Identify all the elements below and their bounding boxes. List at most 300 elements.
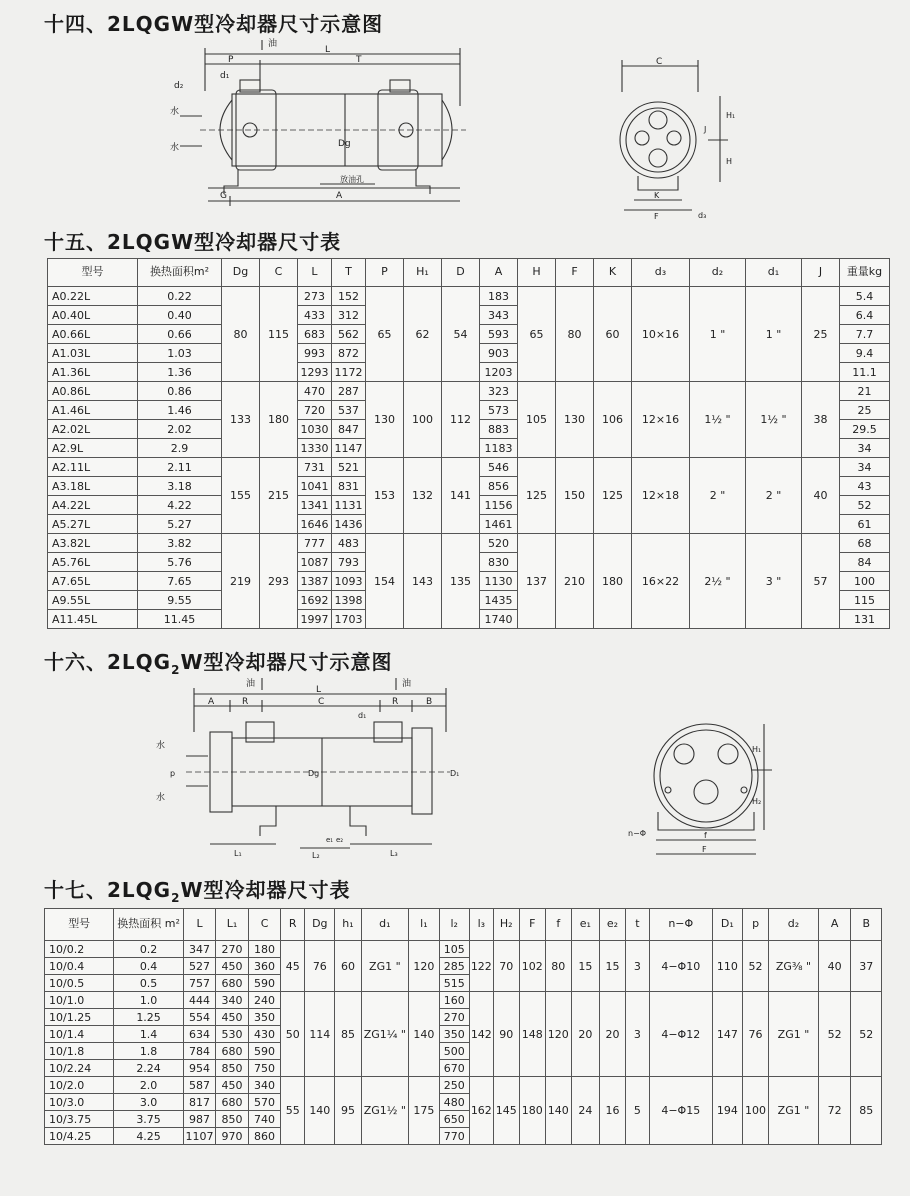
area-cell: 1.25 xyxy=(114,1009,183,1026)
B-cell: 37 xyxy=(851,941,882,992)
header-cell: n−Φ xyxy=(649,909,712,941)
area-cell: 1.36 xyxy=(138,363,222,382)
nphi-cell: 4−Φ15 xyxy=(649,1077,712,1145)
T-cell: 793 xyxy=(332,553,366,572)
A-cell: 1435 xyxy=(480,591,518,610)
K-label: K xyxy=(654,191,660,200)
header-cell: J xyxy=(802,259,840,287)
d1-cell: ZG1 " xyxy=(361,941,409,992)
L-cell: 1330 xyxy=(298,439,332,458)
H-cell: 137 xyxy=(518,534,556,629)
d3-cell: 12×16 xyxy=(632,382,690,458)
d3-cell: 10×16 xyxy=(632,287,690,382)
d1-cell: ZG1¼ " xyxy=(361,992,409,1077)
weight-cell: 68 xyxy=(840,534,890,553)
L-cell: 1293 xyxy=(298,363,332,382)
d3-label: d₃ xyxy=(698,211,707,220)
G-label: G xyxy=(220,191,227,201)
area-cell: 0.40 xyxy=(138,306,222,325)
h1-cell: 85 xyxy=(335,992,361,1077)
l2-cell: 105 xyxy=(439,941,469,958)
T-cell: 847 xyxy=(332,420,366,439)
d1-oil-label: 油 xyxy=(268,39,278,49)
L1-cell: 270 xyxy=(216,941,249,958)
H2-cell: 90 xyxy=(493,992,519,1077)
l1-cell: 175 xyxy=(409,1077,439,1145)
weight-cell: 11.1 xyxy=(840,363,890,382)
P-label: P xyxy=(228,55,234,65)
K-cell: 180 xyxy=(594,534,632,629)
d3-cell: 16×22 xyxy=(632,534,690,629)
model-cell: 10/4.25 xyxy=(45,1128,114,1145)
header-cell: p xyxy=(743,909,769,941)
area-cell: 2.11 xyxy=(138,458,222,477)
water-in-label: 水 xyxy=(170,107,180,117)
model-cell: A0.40L xyxy=(48,306,138,325)
header-cell: t xyxy=(625,909,649,941)
H-cell: 105 xyxy=(518,382,556,458)
model-cell: A1.36L xyxy=(48,363,138,382)
l1-cell: 140 xyxy=(409,992,439,1077)
model-cell: 10/3.75 xyxy=(45,1111,114,1128)
L-cell: 784 xyxy=(183,1043,216,1060)
d2-water-out-label: 水 xyxy=(156,793,166,803)
model-cell: A1.03L xyxy=(48,344,138,363)
header-cell: F xyxy=(519,909,545,941)
f-cell: 120 xyxy=(545,992,571,1077)
header-cell: A xyxy=(818,909,851,941)
d1-label: d₁ xyxy=(220,71,230,81)
B-cell: 85 xyxy=(851,1077,882,1145)
weight-cell: 131 xyxy=(840,610,890,629)
D1-cell: 194 xyxy=(712,1077,742,1145)
header-cell: H₂ xyxy=(493,909,519,941)
table-row xyxy=(48,287,890,306)
T-cell: 1398 xyxy=(332,591,366,610)
area-cell: 0.2 xyxy=(114,941,183,958)
area-cell: 4.22 xyxy=(138,496,222,515)
weight-cell: 115 xyxy=(840,591,890,610)
C-cell: 590 xyxy=(248,975,281,992)
L1-cell: 680 xyxy=(216,975,249,992)
weight-cell: 21 xyxy=(840,382,890,401)
T-cell: 1147 xyxy=(332,439,366,458)
D1-cell: 110 xyxy=(712,941,742,992)
A-cell: 183 xyxy=(480,287,518,306)
A-cell: 323 xyxy=(480,382,518,401)
header-cell: d₁ xyxy=(361,909,409,941)
H1-cell: 62 xyxy=(404,287,442,382)
D-cell: 135 xyxy=(442,534,480,629)
F-cell: 130 xyxy=(556,382,594,458)
f-cell: 80 xyxy=(545,941,571,992)
area-cell: 1.4 xyxy=(114,1026,183,1043)
weight-cell: 100 xyxy=(840,572,890,591)
B-cell: 52 xyxy=(851,992,882,1077)
R-cell: 50 xyxy=(281,992,305,1077)
A-cell: 883 xyxy=(480,420,518,439)
model-cell: 10/0.4 xyxy=(45,958,114,975)
p-cell: 52 xyxy=(743,941,769,992)
header-cell: D xyxy=(442,259,480,287)
H-cell: 65 xyxy=(518,287,556,382)
L-cell: 954 xyxy=(183,1060,216,1077)
weight-cell: 6.4 xyxy=(840,306,890,325)
spec-table-2lqgw xyxy=(47,258,890,629)
Dg-cell: 80 xyxy=(222,287,260,382)
header-cell: H xyxy=(518,259,556,287)
header-cell: d₁ xyxy=(746,259,802,287)
cooler-end-view-diagram xyxy=(608,52,748,222)
A-cell: 573 xyxy=(480,401,518,420)
header-cell: C xyxy=(260,259,298,287)
A-cell: 343 xyxy=(480,306,518,325)
J-cell: 25 xyxy=(802,287,840,382)
l2-cell: 285 xyxy=(439,958,469,975)
T-cell: 1131 xyxy=(332,496,366,515)
L1-cell: 850 xyxy=(216,1060,249,1077)
A-cell: 856 xyxy=(480,477,518,496)
table-row xyxy=(45,941,882,958)
weight-cell: 52 xyxy=(840,496,890,515)
header-cell: e₂ xyxy=(599,909,625,941)
H1-cell: 100 xyxy=(404,382,442,458)
model-cell: 10/3.0 xyxy=(45,1094,114,1111)
C-cell: 115 xyxy=(260,287,298,382)
d2-L2-label: L₂ xyxy=(312,851,320,860)
l2-cell: 350 xyxy=(439,1026,469,1043)
l3-cell: 122 xyxy=(469,941,493,992)
R-cell: 55 xyxy=(281,1077,305,1145)
f-cell: 140 xyxy=(545,1077,571,1145)
L-cell: 470 xyxy=(298,382,332,401)
C-cell: 180 xyxy=(248,941,281,958)
L1-cell: 680 xyxy=(216,1043,249,1060)
Dg-cell: 76 xyxy=(305,941,335,992)
area-cell: 1.0 xyxy=(114,992,183,1009)
L-cell: 1387 xyxy=(298,572,332,591)
L-cell: 347 xyxy=(183,941,216,958)
table-row xyxy=(48,534,890,553)
l1-cell: 120 xyxy=(409,941,439,992)
F-cell: 80 xyxy=(556,287,594,382)
model-cell: A0.66L xyxy=(48,325,138,344)
header-cell: B xyxy=(851,909,882,941)
cooler2-side-view-diagram xyxy=(150,672,460,860)
weight-cell: 7.7 xyxy=(840,325,890,344)
d2-d1-label: d₁ xyxy=(358,711,367,720)
area-cell: 5.27 xyxy=(138,515,222,534)
l3-cell: 142 xyxy=(469,992,493,1077)
drain-label: 放油孔 xyxy=(340,175,364,184)
header-cell: l₂ xyxy=(439,909,469,941)
d2-H2-label: H₂ xyxy=(752,797,762,806)
L1-cell: 450 xyxy=(216,1009,249,1026)
area-cell: 2.0 xyxy=(114,1077,183,1094)
header-cell: l₃ xyxy=(469,909,493,941)
L-cell: 683 xyxy=(298,325,332,344)
A-cell: 546 xyxy=(480,458,518,477)
l2-cell: 650 xyxy=(439,1111,469,1128)
H1-cell: 143 xyxy=(404,534,442,629)
water-out-label: 水 xyxy=(170,143,180,153)
L-cell: 993 xyxy=(298,344,332,363)
A-cell: 593 xyxy=(480,325,518,344)
L-cell: 817 xyxy=(183,1094,216,1111)
header-cell: P xyxy=(366,259,404,287)
header-cell: 换热面积m² xyxy=(138,259,222,287)
model-cell: A3.82L xyxy=(48,534,138,553)
P-cell: 153 xyxy=(366,458,404,534)
cooler-side-view-diagram xyxy=(160,36,480,212)
model-cell: 10/0.2 xyxy=(45,941,114,958)
L-cell: 1041 xyxy=(298,477,332,496)
cooler2-end-view-diagram xyxy=(622,712,782,872)
F-cell: 150 xyxy=(556,458,594,534)
T-cell: 1436 xyxy=(332,515,366,534)
h1-cell: 60 xyxy=(335,941,361,992)
L-cell: 433 xyxy=(298,306,332,325)
header-cell: H₁ xyxy=(404,259,442,287)
R-cell: 45 xyxy=(281,941,305,992)
C-cell: 860 xyxy=(248,1128,281,1145)
d2-L1-label: L₁ xyxy=(234,849,242,858)
d2-e2-label: e₂ xyxy=(336,836,344,844)
weight-cell: 5.4 xyxy=(840,287,890,306)
T-cell: 312 xyxy=(332,306,366,325)
area-cell: 1.03 xyxy=(138,344,222,363)
e1-cell: 15 xyxy=(571,941,599,992)
P-cell: 65 xyxy=(366,287,404,382)
d2-p-label: p xyxy=(170,769,176,778)
d2-water-in-label: 水 xyxy=(156,741,166,751)
D-cell: 112 xyxy=(442,382,480,458)
F-cell: 180 xyxy=(519,1077,545,1145)
F-cell: 210 xyxy=(556,534,594,629)
weight-cell: 9.4 xyxy=(840,344,890,363)
header-cell: A xyxy=(480,259,518,287)
area-cell: 9.55 xyxy=(138,591,222,610)
l2-cell: 160 xyxy=(439,992,469,1009)
model-cell: 10/2.0 xyxy=(45,1077,114,1094)
header-cell: L xyxy=(183,909,216,941)
header-cell: d₂ xyxy=(769,909,819,941)
model-cell: 10/1.4 xyxy=(45,1026,114,1043)
header-cell: C xyxy=(248,909,281,941)
model-cell: A11.45L xyxy=(48,610,138,629)
header-cell: h₁ xyxy=(335,909,361,941)
C-cell: 360 xyxy=(248,958,281,975)
T-cell: 872 xyxy=(332,344,366,363)
L1-cell: 450 xyxy=(216,1077,249,1094)
d2-cell: 2 " xyxy=(690,458,746,534)
area-cell: 0.5 xyxy=(114,975,183,992)
model-cell: 10/1.0 xyxy=(45,992,114,1009)
area-cell: 5.76 xyxy=(138,553,222,572)
table-row xyxy=(48,382,890,401)
header-cell: d₂ xyxy=(690,259,746,287)
d3-cell: 12×18 xyxy=(632,458,690,534)
T-label: T xyxy=(356,55,362,65)
section14-title: 十四、2LQGW型冷却器尺寸示意图 xyxy=(44,12,384,36)
L-cell: 634 xyxy=(183,1026,216,1043)
spec-table-2lqg2w xyxy=(44,908,882,1145)
C-cell: 293 xyxy=(260,534,298,629)
L-cell: 720 xyxy=(298,401,332,420)
d2-cell: ZG1 " xyxy=(769,1077,819,1145)
d2-f-label: f xyxy=(704,831,707,840)
table-row xyxy=(48,458,890,477)
L-cell: 731 xyxy=(298,458,332,477)
L-cell: 757 xyxy=(183,975,216,992)
T-cell: 1172 xyxy=(332,363,366,382)
A-cell: 1203 xyxy=(480,363,518,382)
area-cell: 0.4 xyxy=(114,958,183,975)
T-cell: 287 xyxy=(332,382,366,401)
J-cell: 40 xyxy=(802,458,840,534)
model-cell: A0.22L xyxy=(48,287,138,306)
T-cell: 537 xyxy=(332,401,366,420)
L-cell: 1997 xyxy=(298,610,332,629)
area-cell: 7.65 xyxy=(138,572,222,591)
model-cell: A1.46L xyxy=(48,401,138,420)
header-cell: d₃ xyxy=(632,259,690,287)
area-cell: 3.18 xyxy=(138,477,222,496)
l2-cell: 670 xyxy=(439,1060,469,1077)
D-cell: 54 xyxy=(442,287,480,382)
d2-cell: ZG⅜ " xyxy=(769,941,819,992)
C-cell: 590 xyxy=(248,1043,281,1060)
t-cell: 3 xyxy=(625,941,649,992)
nphi-cell: 4−Φ10 xyxy=(649,941,712,992)
P-cell: 130 xyxy=(366,382,404,458)
F-label: F xyxy=(654,212,659,221)
Dg-cell: 114 xyxy=(305,992,335,1077)
section16-title: 十六、$2LQG_2W$型冷却器尺寸示意图 xyxy=(44,650,393,677)
T-cell: 521 xyxy=(332,458,366,477)
L1-cell: 340 xyxy=(216,992,249,1009)
C-cell: 180 xyxy=(260,382,298,458)
H2-cell: 145 xyxy=(493,1077,519,1145)
l2-cell: 250 xyxy=(439,1077,469,1094)
d2-oil-left-label: 油 xyxy=(246,679,256,689)
area-cell: 11.45 xyxy=(138,610,222,629)
L1-cell: 450 xyxy=(216,958,249,975)
weight-cell: 43 xyxy=(840,477,890,496)
L-cell: 987 xyxy=(183,1111,216,1128)
model-cell: A0.86L xyxy=(48,382,138,401)
t-cell: 5 xyxy=(625,1077,649,1145)
H1-cell: 132 xyxy=(404,458,442,534)
area-cell: 2.24 xyxy=(114,1060,183,1077)
C-cell: 240 xyxy=(248,992,281,1009)
model-cell: A7.65L xyxy=(48,572,138,591)
K-cell: 106 xyxy=(594,382,632,458)
header-cell: K xyxy=(594,259,632,287)
A-cell: 1156 xyxy=(480,496,518,515)
table-row xyxy=(45,992,882,1009)
header-cell: 型号 xyxy=(48,259,138,287)
header-cell: Dg xyxy=(305,909,335,941)
e2-cell: 16 xyxy=(599,1077,625,1145)
model-cell: A2.02L xyxy=(48,420,138,439)
A-cell: 1130 xyxy=(480,572,518,591)
A-label: A xyxy=(336,191,343,201)
A-cell: 1183 xyxy=(480,439,518,458)
C-cell: 570 xyxy=(248,1094,281,1111)
C-cell: 350 xyxy=(248,1009,281,1026)
A-cell: 520 xyxy=(480,534,518,553)
d2-nphi-label: n−Φ xyxy=(628,829,647,838)
L-cell: 527 xyxy=(183,958,216,975)
area-cell: 3.0 xyxy=(114,1094,183,1111)
area-cell: 2.9 xyxy=(138,439,222,458)
K-cell: 60 xyxy=(594,287,632,382)
d2-oil-right-label: 油 xyxy=(402,679,412,689)
model-cell: 10/0.5 xyxy=(45,975,114,992)
H-label: H xyxy=(726,157,733,166)
L-cell: 273 xyxy=(298,287,332,306)
d2-H1-label: H₁ xyxy=(752,745,762,754)
A-cell: 1461 xyxy=(480,515,518,534)
area-cell: 0.22 xyxy=(138,287,222,306)
K-cell: 125 xyxy=(594,458,632,534)
e2-cell: 20 xyxy=(599,992,625,1077)
model-cell: A9.55L xyxy=(48,591,138,610)
e1-cell: 24 xyxy=(571,1077,599,1145)
area-cell: 0.86 xyxy=(138,382,222,401)
H2-cell: 70 xyxy=(493,941,519,992)
weight-cell: 25 xyxy=(840,401,890,420)
d2-cell: 1 " xyxy=(690,287,746,382)
A-cell: 72 xyxy=(818,1077,851,1145)
A-cell: 1740 xyxy=(480,610,518,629)
header-cell: l₁ xyxy=(409,909,439,941)
d2-label: d₂ xyxy=(174,81,184,91)
L-cell: 554 xyxy=(183,1009,216,1026)
header-cell: L₁ xyxy=(216,909,249,941)
L-cell: 1692 xyxy=(298,591,332,610)
T-cell: 831 xyxy=(332,477,366,496)
C-cell: 340 xyxy=(248,1077,281,1094)
header-cell: 型号 xyxy=(45,909,114,941)
model-cell: 10/1.25 xyxy=(45,1009,114,1026)
J-cell: 57 xyxy=(802,534,840,629)
nphi-cell: 4−Φ12 xyxy=(649,992,712,1077)
T-cell: 483 xyxy=(332,534,366,553)
d2-D1-label: D₁ xyxy=(450,769,460,778)
d2-cell: ZG1 " xyxy=(769,992,819,1077)
l2-cell: 480 xyxy=(439,1094,469,1111)
header-cell: L xyxy=(298,259,332,287)
d2-L-label: L xyxy=(316,685,322,695)
d1-cell: 3 " xyxy=(746,534,802,629)
d1-cell: 2 " xyxy=(746,458,802,534)
e1-cell: 20 xyxy=(571,992,599,1077)
l2-cell: 500 xyxy=(439,1043,469,1060)
L1-cell: 970 xyxy=(216,1128,249,1145)
e2-cell: 15 xyxy=(599,941,625,992)
p-cell: 76 xyxy=(743,992,769,1077)
header-cell: T xyxy=(332,259,366,287)
weight-cell: 29.5 xyxy=(840,420,890,439)
L-cell: 1107 xyxy=(183,1128,216,1145)
model-cell: A2.9L xyxy=(48,439,138,458)
model-cell: A3.18L xyxy=(48,477,138,496)
d2-B-label: B xyxy=(426,697,433,707)
t-cell: 3 xyxy=(625,992,649,1077)
header-cell: e₁ xyxy=(571,909,599,941)
